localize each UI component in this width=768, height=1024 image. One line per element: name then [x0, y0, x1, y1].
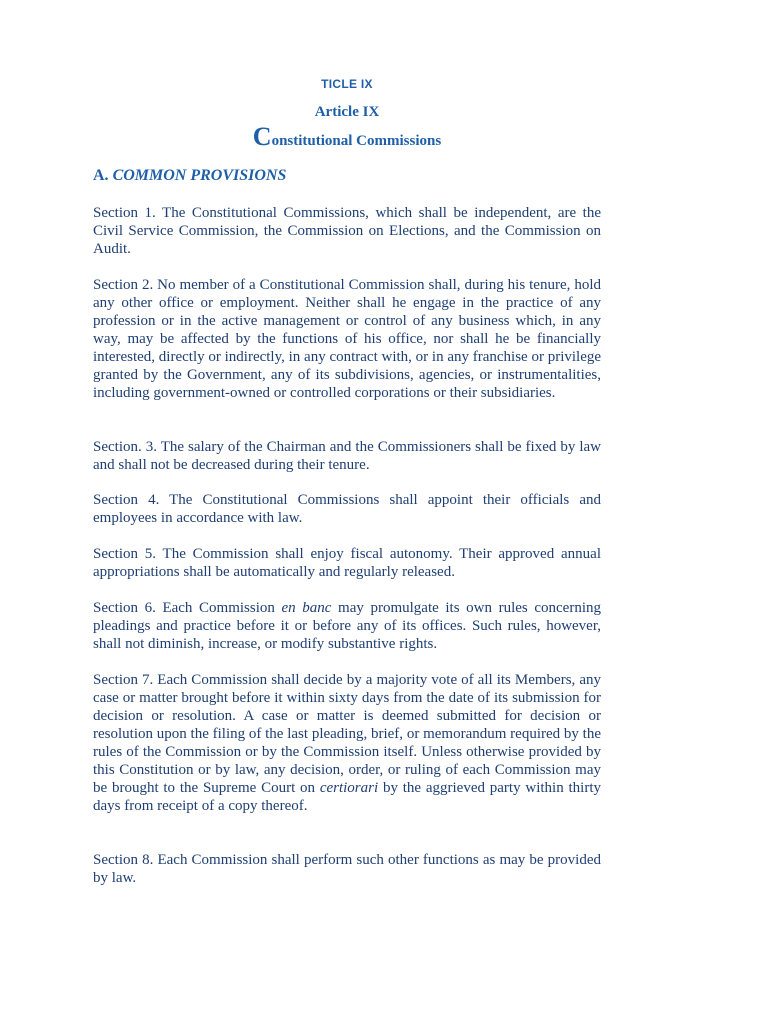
- page-title: [93, 123, 601, 155]
- section-6-text-end: may promulgate its own rules concerning pleadings and practice before it or before any of its offices. Such rules, however, shall not diminish, increase, or modify substantive rights.: [93, 600, 601, 652]
- section-7-text-start: Section 7. Each Commission shall decide by a majority vote of all its Members, any case or matter brought before it within sixty days from the date of its submission for decision or resolution. A case or matter is deemed submitted for decision or resolution upon the filing of the last pleading, brief, or memorandum required by the rules of the Commission or by the Commission itself. Unless otherwise provided by this Constitution or by law, any decision, order, or ruling of each Commission may be brought to the Supreme Court on: [93, 672, 601, 796]
- section-4-paragraph: [93, 491, 601, 527]
- section-6-italic-term: en banc: [281, 600, 332, 616]
- section-6-text-start: Section 6. Each Commission: [93, 600, 282, 616]
- section-3-text: Section. 3. The salary of the Chairman and the Commissioners shall be fixed by law and shall not be decreased during their tenure.: [93, 439, 601, 473]
- section-1-text: Section 1. The Constitutional Commissions, which shall be independent, are the Civil Service Commission, the Commission on Elections, and the Commission on Audit.: [93, 205, 601, 257]
- section-7-text: [93, 671, 601, 815]
- article-label: Article IX: [314, 104, 380, 120]
- ticle-label: TICLE IX: [321, 77, 373, 91]
- section-8-text: Section 8. Each Commission shall perform such other functions as may be provided by law.: [93, 852, 601, 886]
- section-6-text: [93, 599, 601, 653]
- section-5-paragraph: [93, 545, 601, 581]
- title-rest: onstitutional Commissions: [271, 133, 442, 149]
- section-1-paragraph: [93, 204, 601, 258]
- section-7-italic-term: certiorari: [319, 780, 379, 796]
- section-7-text-end: by the aggrieved party within thirty days from receipt of a copy thereof.: [93, 780, 601, 814]
- section-3-paragraph: [93, 438, 601, 474]
- section-5-text: Section 5. The Commission shall enjoy fiscal autonomy. Their approved annual appropriations shall be automatically and regularly released.: [93, 546, 601, 580]
- section-2-paragraph: [93, 276, 601, 402]
- section-heading: [93, 167, 286, 185]
- section-heading-label: COMMON PROVISIONS: [112, 167, 287, 184]
- section-4-text: Section 4. The Constitutional Commissions shall appoint their officials and employees in accordance with law.: [93, 492, 601, 526]
- section-7-paragraph: [93, 671, 601, 815]
- title-dropcap: C: [252, 122, 272, 151]
- section-2-text: Section 2. No member of a Constitutional Commission shall, during his tenure, hold any other office or employment. Neither shall he engage in the practice of any profession or in the active management or control of any business which, in any way, may be affected by the functions of his office, nor shall he be financially interested, directly or indirectly, in any contract with, or in any franchise or privilege granted by the Government, any of its subdivisions, agencies, or instrumentalities, including government-owned or controlled corporations or their subsidiaries.: [93, 277, 602, 401]
- section-6-paragraph: [93, 599, 601, 653]
- section-heading-prefix: A.: [93, 167, 113, 184]
- section-8-paragraph: [93, 851, 601, 887]
